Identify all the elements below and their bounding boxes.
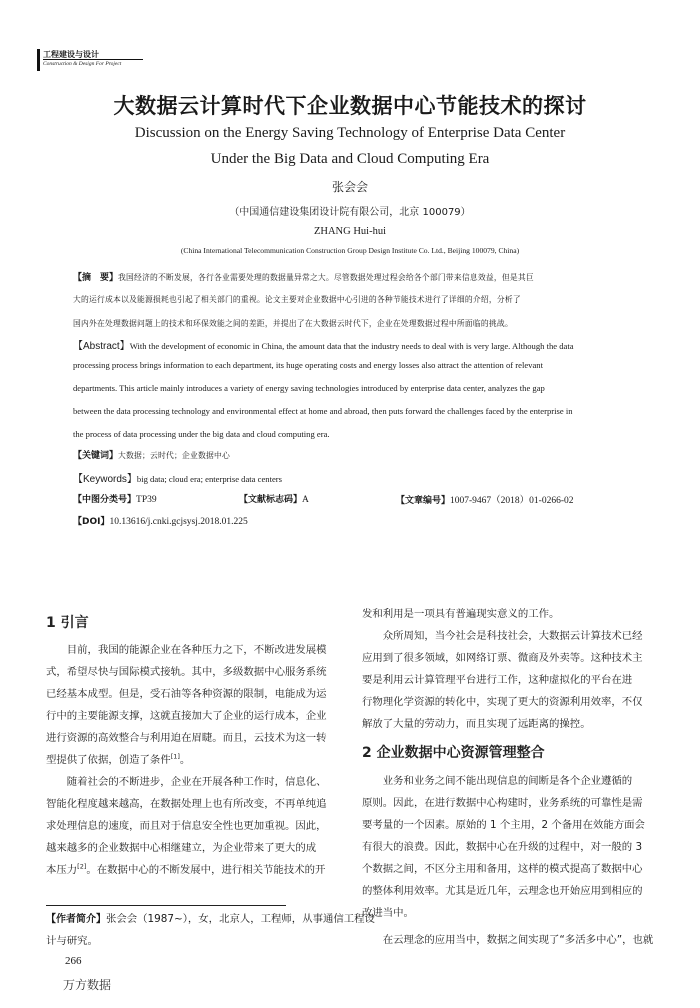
document-code-label: 【文献标志码】 bbox=[239, 495, 303, 505]
journal-name-cn: 工程建设与设计 bbox=[43, 50, 99, 59]
body-line: 改进当中。 bbox=[362, 907, 414, 919]
body-line: 的整体利用效率。尤其是近几年，云理念也开始应用到相应的 bbox=[362, 885, 643, 897]
keywords-en-value: big data; cloud era; enterprise data centers bbox=[136, 474, 282, 484]
body-line: 越来越多的企业数据中心相继建立，为企业带来了更大的成 bbox=[46, 842, 317, 854]
clc-label: 【中图分类号】 bbox=[73, 495, 137, 505]
keywords-cn-value: 大数据；云时代；企业数据中心 bbox=[118, 451, 230, 460]
body-line: 型提供了依据，创造了条件[1]。 bbox=[46, 752, 191, 766]
article-number-value: 1007-9467（2018）01-0266-02 bbox=[450, 496, 574, 506]
paper-title-cn: 大数据云计算时代下企业数据中心节能技术的探讨 bbox=[113, 94, 587, 118]
body-line: 要考量的一个因素。原始的 1 个主用，2 个备用在效能方面会 bbox=[362, 819, 645, 831]
body-line: 行中的主要能源支撑，这就直接加大了企业的运行成本，企业 bbox=[46, 710, 327, 722]
body-line: 个数据之间，不区分主用和备用，这样的模式提高了数据中心 bbox=[362, 863, 643, 875]
right-column bbox=[362, 605, 662, 965]
affiliation-cn: （中国通信建设集团设计院有限公司，北京 100079） bbox=[229, 207, 471, 218]
article-number bbox=[396, 492, 574, 506]
abstract-en-line: processing process brings information to each department, its huge operating costs and energy losses also attract the attention of relevant bbox=[73, 360, 543, 370]
abstract-en-label: 【Abstract】 bbox=[73, 341, 130, 352]
doi-label: 【DOI】 bbox=[73, 517, 110, 527]
citation: [1] bbox=[170, 752, 180, 761]
abstract-cn-label: 【摘 要】 bbox=[73, 273, 119, 283]
abstract-en-line: the process of data processing under the big data and cloud computing era. bbox=[73, 429, 330, 439]
doi-value: 10.13616/j.cnki.gcjsysj.2018.01.225 bbox=[109, 517, 248, 527]
abstract-en-line: With the development of economic in China, the amount data that the industry needs to deal with is very large. Although the data bbox=[129, 341, 574, 351]
abstract-cn-line: 我国经济的不断发展，各行各业需要处理的数据量异常之大。尽管数据处理过程会给各个部门带来信息效益，但是其巨 bbox=[118, 273, 534, 282]
paper-title-en-line1: Discussion on the Energy Saving Technology of Enterprise Data Center bbox=[134, 125, 566, 141]
journal-header-rule bbox=[43, 59, 143, 60]
body-line: 本压力[2]。在数据中心的不断发展中，进行相关节能技术的开 bbox=[46, 862, 326, 876]
section-heading-intro: 1 引言 bbox=[46, 615, 89, 631]
doi bbox=[73, 514, 248, 527]
author-note bbox=[46, 910, 375, 925]
body-line: 目前，我国的能源企业在各种压力之下，不断改进发展模 bbox=[46, 644, 327, 656]
clc-code bbox=[73, 492, 157, 505]
body-line: 智能化程度越来越高，在数据处理上也有所改变，不再单纯追 bbox=[46, 798, 327, 810]
body-line: 众所周知，当今社会是科技社会，大数据云计算技术已经 bbox=[362, 630, 643, 642]
paper-title-en-line2: Under the Big Data and Cloud Computing Era bbox=[210, 151, 490, 167]
author-note-line2: 计与研究。 bbox=[46, 935, 98, 947]
body-line: 已经基本成型。但是，受石油等各种资源的限制，电能成为运 bbox=[46, 688, 327, 700]
body-line: 式，希望尽快与国际模式接轨。其中，多级数据中心服务系统 bbox=[46, 666, 327, 678]
footnote-rule bbox=[46, 905, 286, 906]
page-number: 266 bbox=[65, 955, 82, 967]
body-line: 求处理信息的速度，而且对于信息安全性也更加重视。因此， bbox=[46, 820, 327, 832]
body-line: 要是利用云计算管理平台进行工作，这种虚拟化的平台在进 bbox=[362, 674, 633, 686]
author-note-line1: 张会会（1987~），女，北京人，工程师，从事通信工程设 bbox=[106, 913, 375, 925]
keywords-en-label: 【Keywords】 bbox=[73, 474, 137, 485]
author-cn: 张会会 bbox=[331, 180, 368, 194]
body-line: 进行资源的高效整合与利用迫在眉睫。而且，云技术为这一转 bbox=[46, 732, 327, 744]
clc-value: TP39 bbox=[136, 495, 157, 505]
abstract-en-line: departments. This article mainly introduces a variety of energy saving technologies introduced by enterprise data center, analyzes the gap bbox=[73, 383, 545, 393]
section-heading-2: 2 企业数据中心资源管理整合 bbox=[362, 745, 545, 761]
watermark: 万方数据 bbox=[63, 978, 112, 992]
document-code bbox=[239, 492, 309, 505]
article-number-label: 【文章编号】 bbox=[396, 496, 451, 506]
journal-header-bar bbox=[37, 49, 40, 71]
document-code-value: A bbox=[302, 495, 309, 505]
abstract-cn-line: 大的运行成本以及能源损耗也引起了相关部门的重视。论文主要对企业数据中心引进的各种节能技术进行了详细的介绍，分析了 bbox=[73, 295, 521, 304]
abstract-en-line: between the data processing technology and environmental effect at home and abroad, then puts forward the challenges faced by the enterprise in bbox=[73, 406, 573, 416]
body-line: 业务和业务之间不能出现信息的间断是各个企业遵循的 bbox=[362, 775, 633, 787]
body-line: 行物理化学资源的转化中，实现了更大的资源利用效率，不仅 bbox=[362, 696, 643, 708]
body-line: 随着社会的不断进步，企业在开展各种工作时，信息化、 bbox=[46, 776, 327, 788]
body-line: 在云理念的应用当中，数据之间实现了“多活多中心”，也就 bbox=[362, 934, 654, 946]
body-line: 原则。因此，在进行数据中心构建时，业务系统的可靠性是需 bbox=[362, 797, 643, 809]
author-en: ZHANG Hui-hui bbox=[313, 226, 387, 237]
body-line: 应用到了很多领域，如网络订票、微商及外卖等。这种技术主 bbox=[362, 652, 643, 664]
author-note-label: 【作者简介】 bbox=[46, 914, 106, 925]
abstract-cn-line: 国内外在处理数据问题上的技术和环保效能之间的差距，并提出了在大数据云时代下，企业在处理数据过程中所面临的挑战。 bbox=[73, 319, 513, 328]
body-line: 解放了大量的劳动力，而且实现了远距离的操控。 bbox=[362, 718, 591, 730]
journal-name-en: Construction & Design For Project bbox=[43, 61, 122, 67]
keywords-cn-label: 【关键词】 bbox=[73, 451, 119, 461]
citation: [2] bbox=[77, 862, 87, 871]
body-line: 有很大的浪费。因此，数据中心在升级的过程中，对一般的 3 bbox=[362, 841, 643, 853]
body-line: 发和利用是一项具有普遍现实意义的工作。 bbox=[362, 608, 560, 620]
keywords-cn bbox=[73, 448, 230, 461]
left-column bbox=[46, 612, 346, 912]
affiliation-en: (China International Telecommunication Construction Group Design Institute Co. Ltd., Beijing 100079, China) bbox=[180, 246, 520, 255]
keywords-en bbox=[73, 470, 282, 485]
